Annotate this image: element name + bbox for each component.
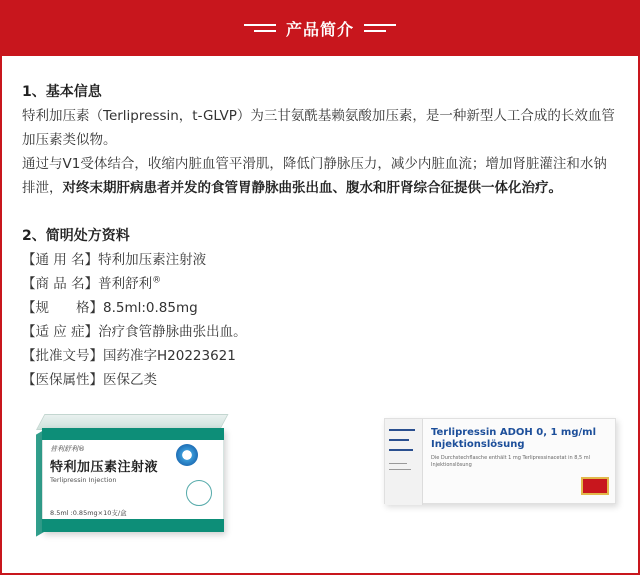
header-banner: [0, 0, 640, 56]
box2-side-panel: [385, 419, 423, 505]
content-body: [22, 80, 620, 392]
product-box-german: [384, 418, 616, 504]
box2-title: [431, 427, 596, 451]
box2-title-line2: Injektionslösung: [431, 439, 525, 450]
section-basic-info-title: 1、基本信息: [22, 84, 102, 100]
basic-info-para-2-bold: 对终末期肝病患者并发的食管胃静脉曲张出血、腹水和肝肾综合征提供一体化治疗。: [62, 180, 562, 196]
field-label: 【规 格】: [22, 300, 103, 316]
field-row-brand-name: [22, 272, 620, 296]
product-box-chinese: [36, 414, 226, 534]
basic-info-para-2: [22, 152, 620, 200]
stamp-icon: [186, 480, 212, 506]
header-inner: [244, 17, 396, 40]
box-top-band: [42, 428, 224, 440]
box-english-name: Terlipressin Injection: [50, 476, 117, 484]
field-row-generic-name: [22, 248, 620, 272]
field-label: 【医保属性】: [22, 372, 103, 388]
field-label: 【通 用 名】: [22, 252, 99, 268]
header-left-deco: [244, 24, 276, 32]
basic-info-para-1: 特利加压素（Terlipressin，t-GLVP）为三甘氨酰基赖氨酸加压素，是一种新型人工合成的长效血管加压素类似物。: [22, 108, 615, 148]
box-brand: 普利舒利®: [50, 445, 85, 453]
box-bottom-band: [42, 519, 224, 532]
field-value: 8.5ml:0.85mg: [103, 300, 198, 316]
brand-logo-icon: [176, 444, 198, 466]
section-prescribing-title: 2、简明处方资料: [22, 228, 130, 244]
box-spec: 8.5ml :0.85mg×10支/盒: [50, 509, 127, 517]
page-title: 产品简介: [285, 19, 354, 39]
field-value: 国药准字H20223621: [103, 348, 236, 364]
field-row-insurance: [22, 368, 620, 392]
field-label: 【适 应 症】: [22, 324, 99, 340]
box2-title-line1: Terlipressin ADOH 0, 1 mg/ml: [431, 427, 597, 438]
field-row-specification: [22, 296, 620, 320]
box2-subtitle: Die Durchstechflasche enthält 1 mg Terlipressinacetat in 8,5 ml Injektionslösung: [431, 455, 591, 468]
field-row-approval-number: [22, 344, 620, 368]
box2-badge-icon: [581, 477, 609, 495]
field-value: 普利舒利: [98, 276, 153, 292]
field-label: 【商 品 名】: [22, 276, 99, 292]
header-right-deco: [364, 24, 396, 32]
field-value: 治疗食管静脉曲张出血。: [98, 324, 247, 340]
field-label: 【批准文号】: [22, 348, 103, 364]
field-value: 特利加压素注射液: [98, 252, 207, 268]
registered-mark: ®: [152, 275, 162, 286]
field-row-indication: [22, 320, 620, 344]
basic-info-para-2-normal: 通过与V1受体结合，收缩内脏血管平滑肌，降低门静脉压力，减少内脏血流；增加肾脏灌注和水钠排泄，: [22, 156, 607, 196]
box-product-name: 特利加压素注射液: [50, 460, 159, 475]
field-value: 医保乙类: [103, 372, 157, 388]
